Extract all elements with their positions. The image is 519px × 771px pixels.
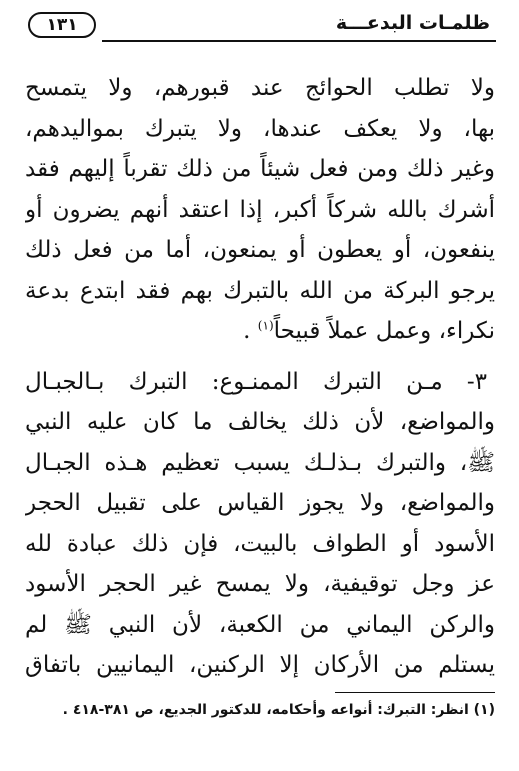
body-text: [25, 68, 495, 686]
text-line: وغير ذلك ومن فعل شيئاً من ذلك تقرباً إليهم فقد: [25, 156, 495, 182]
text-line: نكراء، وعمل عملاً قبيحاً: [273, 318, 495, 344]
text-line: أشرك بالله شركاً أكبر، إذا اعتقد أنهم يضرون أو: [25, 196, 495, 223]
section-heading-line: ٣- مـن التبرك الممنـوع: التبرك بـالجبـال: [25, 368, 487, 395]
text-line: ﷺ، والتبرك بـذلـك يسبب تعظيم هـذه الجبـال: [25, 449, 495, 476]
footnote: (١) انظر: التبرك: أنواعه وأحكامه، للدكتور الجديع، ص ٣٨١-٤١٨ .: [62, 702, 495, 718]
running-title: ظلمـات البدعـــة: [335, 12, 490, 34]
text-line: والمواضع، لأن ذلك يخالف ما كان عليه النبي: [25, 409, 495, 435]
text-line: ولا تطلب الحوائج عند قبورهم، ولا يتمسح: [25, 75, 495, 101]
footnote-ref-mark: (١): [257, 318, 274, 333]
paragraph-gap: [25, 352, 495, 362]
text-line: يرجو البركة من الله بالتبرك بهم فقد ابتدع بدعة: [25, 277, 495, 304]
text-line: الأسود أو الطواف بالبيت، فإن ذلك عبادة لله: [25, 530, 495, 557]
text-line: والركن اليماني من الكعبة، لأن النبي ﷺ لم: [25, 611, 495, 638]
page-header: [24, 6, 496, 46]
sentence-end: .: [243, 318, 258, 344]
text-line: عز وجل توقيفية، ولا يمسح غير الحجر الأسود: [25, 571, 495, 597]
footnote-rule: [335, 692, 495, 693]
text-line: بها، ولا يعكف عندها، ولا يتبرك بمواليدهم،: [25, 115, 495, 142]
page-number-badge: ١٣١: [28, 12, 96, 38]
text-line-with-footnote-ref: [25, 311, 495, 352]
header-rule: [102, 40, 496, 42]
text-line: والمواضع، ولا يجوز القياس على تقبيل الحجر: [25, 490, 495, 516]
text-line: يستلم من الأركان إلا الركنين، اليمانيين باتفاق: [25, 652, 495, 678]
text-line: ينفعون، أو يعطون أو يمنعون، أما من فعل ذلك: [25, 237, 495, 263]
